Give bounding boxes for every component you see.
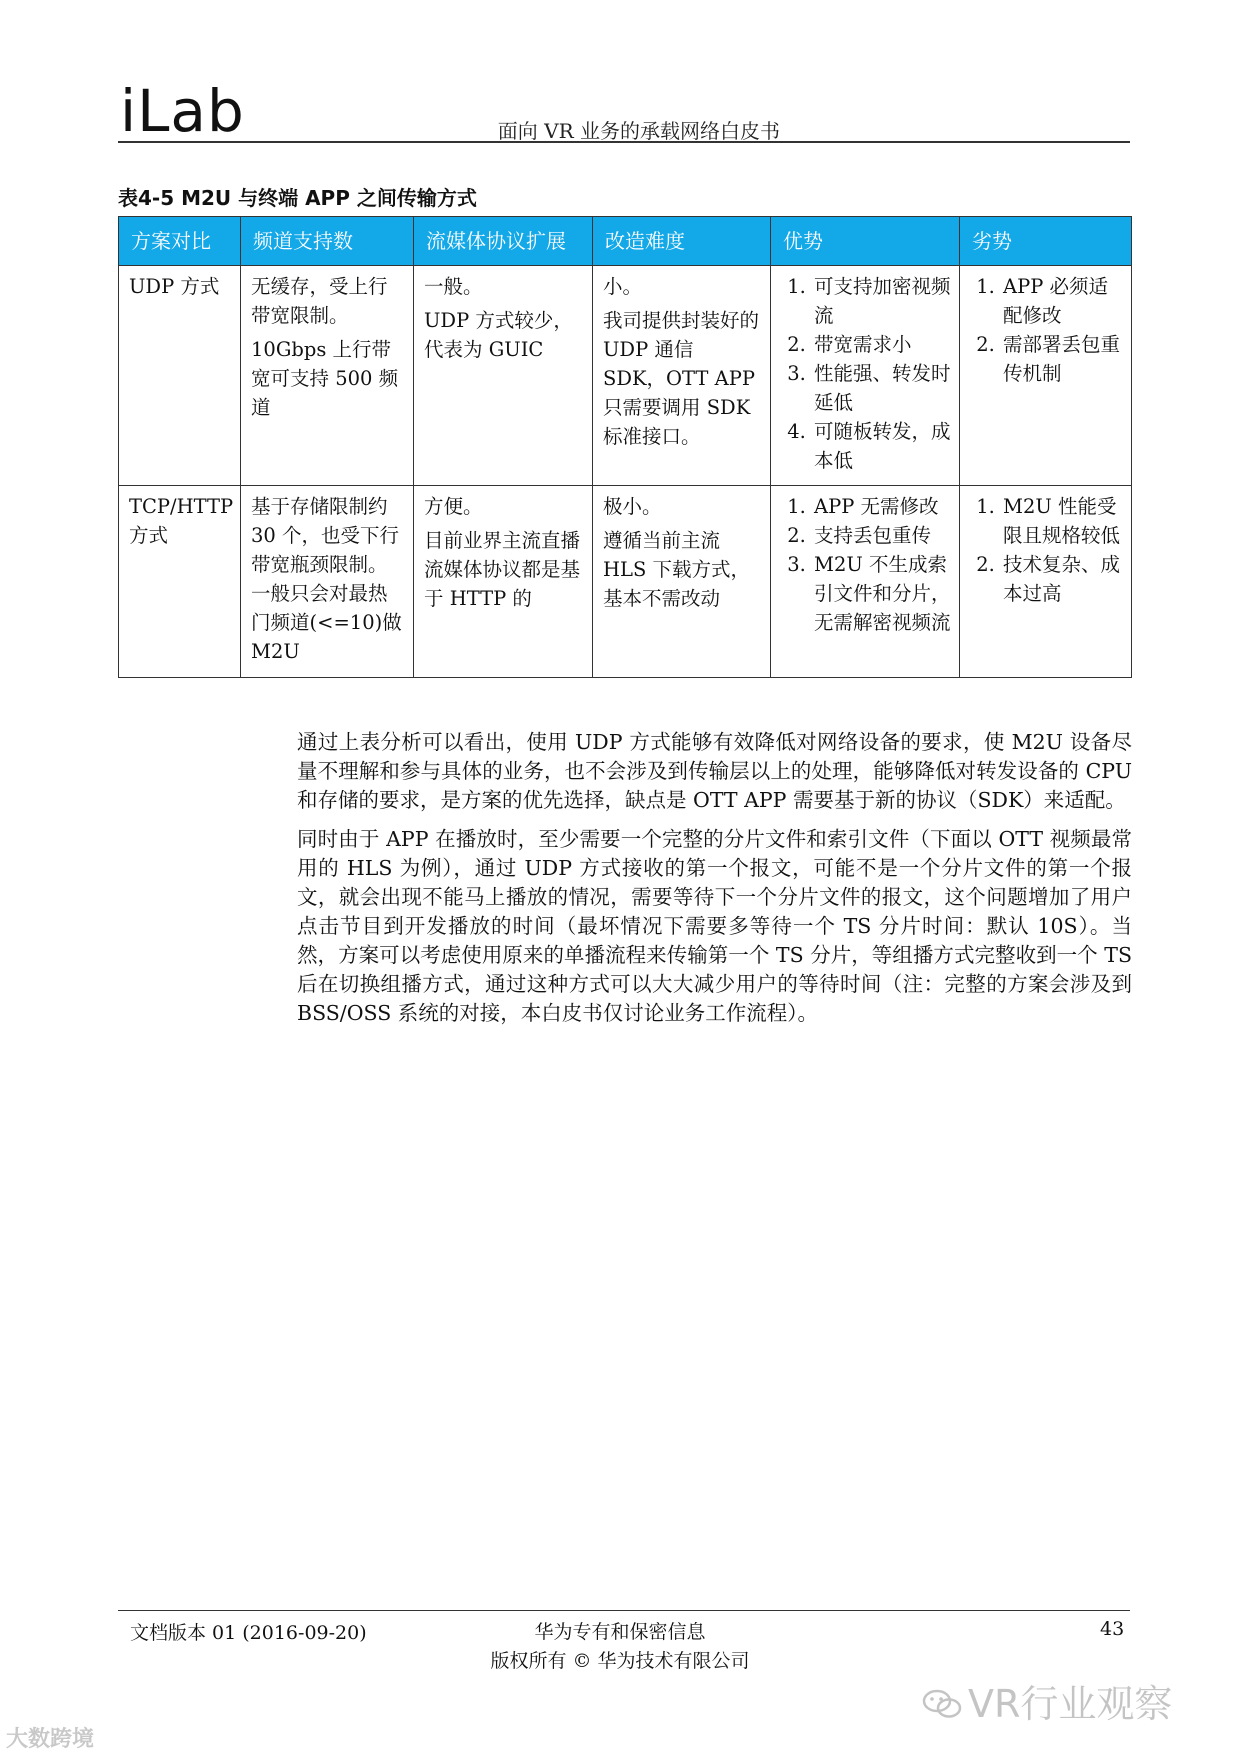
list-item: 2. 需部署丢包重传机制 <box>1001 330 1123 388</box>
protocol-text: 一般。 <box>424 275 483 298</box>
protocol-text: 方便。 <box>424 495 483 518</box>
footer-rule <box>118 1610 1130 1611</box>
cell-protocol <box>414 486 593 678</box>
list-item: 1. APP 必须适配修改 <box>1001 272 1123 330</box>
difficulty-text: 遵循当前主流 HLS 下载方式，基本不需改动 <box>603 529 751 610</box>
disadvantages-list <box>970 492 1123 608</box>
difficulty-text: 小。 <box>603 275 643 298</box>
channels-text: 10Gbps 上行带宽可支持 500 频道 <box>251 338 399 419</box>
list-item: 1. 可支持加密视频流 <box>812 272 951 330</box>
list-item: 2. 带宽需求小 <box>812 330 951 359</box>
header-rule <box>118 141 1130 143</box>
column-header-difficulty: 改造难度 <box>593 217 771 266</box>
channels-text: 无缓存，受上行带宽限制。 <box>251 275 388 327</box>
list-item: 2. 支持丢包重传 <box>812 521 951 550</box>
protocol-text: UDP 方式较少，代表为 GUIC <box>424 309 573 361</box>
list-item: 1. M2U 性能受限且规格较低 <box>1001 492 1123 550</box>
cell-disadvantages <box>960 486 1132 678</box>
list-item: 2. 技术复杂、成本过高 <box>1001 550 1123 608</box>
list-item: 4. 可随板转发，成本低 <box>812 417 951 475</box>
column-header-disadvantages: 劣势 <box>960 217 1132 266</box>
column-header-protocol: 流媒体协议扩展 <box>414 217 593 266</box>
column-header-scheme: 方案对比 <box>119 217 241 266</box>
watermark-left: 大数跨境 <box>6 1727 95 1752</box>
ilab-logo: iLab <box>120 77 245 145</box>
scheme-name: TCP/HTTP 方式 <box>129 495 234 547</box>
channels-text: 基于存储限制约 30 个，也受下行带宽瓶颈限制。一般只会对最热门频道(<=10)做 M2U <box>251 495 402 663</box>
cell-difficulty <box>593 266 771 486</box>
cell-advantages <box>771 486 960 678</box>
paragraph: 通过上表分析可以看出，使用 UDP 方式能够有效降低对网络设备的要求，使 M2U 设备尽量不理解和参与具体的业务，也不会涉及到传输层以上的处理，能够降低对转发设备的 CPU 和存储的要求，是方案的优先选择，缺点是 OTT APP 需要基于新的协议（SDK）来适配。 <box>297 730 1132 812</box>
watermark-right <box>922 1673 1172 1728</box>
cell-difficulty <box>593 486 771 678</box>
paragraph: 同时由于 APP 在播放时，至少需要一个完整的分片文件和索引文件（下面以 OTT 视频最常用的 HLS 为例），通过 UDP 方式接收的第一个报文，可能不是一个分片文件的第一个报文，就会出现不能马上播放的情况，需要等待下一个分片文件的报文，这个问题增加了用户点击节目到开发播放的时间（最坏情况下需要多等待一个 TS 分片时间：默认 10S）。当然，方案可以考虑使用原来的单播流程来传输第一个 TS 分片，等组播方式完整收到一个 TS 后在切换组播方式，通过这种方式可以大大减少用户的等待时间（注：完整的方案会涉及到 BSS/OSS 系统的对接，本白皮书仅讨论业务工作流程）。 <box>297 827 1132 1025</box>
advantages-list <box>781 492 951 637</box>
confidential-notice: 华为专有和保密信息 <box>534 1621 706 1643</box>
cell-disadvantages <box>960 266 1132 486</box>
difficulty-text: 极小。 <box>603 495 662 518</box>
cell-protocol <box>414 266 593 486</box>
body-text <box>297 728 1132 1038</box>
disadvantages-list <box>970 272 1123 388</box>
scheme-name: UDP 方式 <box>129 275 220 298</box>
cell-advantages <box>771 266 960 486</box>
comparison-table <box>118 216 1132 678</box>
protocol-text: 目前业界主流直播流媒体协议都是基于 HTTP 的 <box>424 529 581 610</box>
table-caption: 表4-5 M2U 与终端 APP 之间传输方式 <box>118 186 477 210</box>
table-row-tcp-http <box>119 486 1132 678</box>
list-item: 1. APP 无需修改 <box>812 492 951 521</box>
copyright-notice: 版权所有 © 华为技术有限公司 <box>490 1650 750 1672</box>
cell-channels <box>241 486 414 678</box>
table-header-row <box>119 217 1132 266</box>
list-item: 3. M2U 不生成索引文件和分片，无需解密视频流 <box>812 550 951 637</box>
watermark-right-text: VR行业观察 <box>968 1682 1173 1726</box>
table-row-udp <box>119 266 1132 486</box>
list-item: 3. 性能强、转发时延低 <box>812 359 951 417</box>
page-number: 43 <box>1100 1618 1125 1640</box>
document-version: 文档版本 01 (2016-09-20) <box>130 1622 367 1644</box>
column-header-channels: 频道支持数 <box>241 217 414 266</box>
difficulty-text: 我司提供封装好的 UDP 通信 SDK，OTT APP 只需要调用 SDK 标准接口。 <box>603 309 760 448</box>
cell-channels <box>241 266 414 486</box>
cell-scheme <box>119 266 241 486</box>
column-header-advantages: 优势 <box>771 217 960 266</box>
header-title: 面向 VR 业务的承载网络白皮书 <box>497 119 780 143</box>
advantages-list <box>781 272 951 475</box>
footer-center <box>470 1618 770 1676</box>
wechat-icon <box>922 1689 962 1719</box>
cell-scheme <box>119 486 241 678</box>
